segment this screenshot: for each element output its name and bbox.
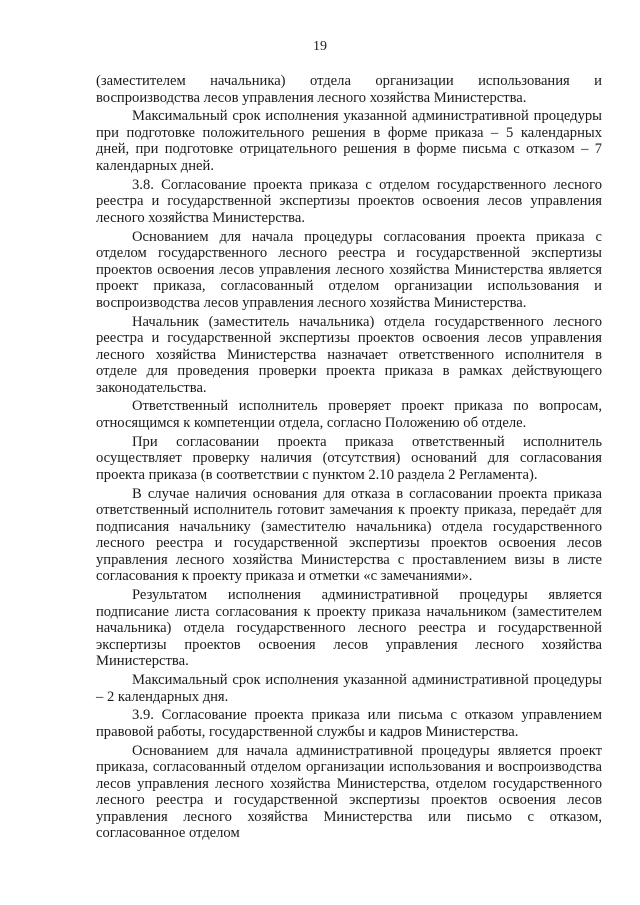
page-body: [96, 73, 602, 842]
paragraph-continuation: (заместителем начальника) отдела организации использования и воспроизводства лесов управления лесного хозяйства Министерства.: [96, 73, 602, 106]
paragraph-max-term-decision: Максимальный срок исполнения указанной административной процедуры при подготовке положительного решения в форме приказа – 5 календарных дней, при подготовке отрицательного решения в форме письма с отказом – 7 календарных дней.: [96, 108, 602, 174]
paragraph-executor-checks: Ответственный исполнитель проверяет проект приказа по вопросам, относящимся к компетенции отдела, согласно Положению об отделе.: [96, 398, 602, 431]
paragraph-refusal-remarks: В случае наличия основания для отказа в согласовании проекта приказа ответственный исполнитель готовит замечания к проекту приказа, передаёт для подписания начальнику (заместителю начальника) отдела государственного лесного реестра и государственной экспертизы проектов освоения лесов управления лесного хозяйства Министерства с проставлением визы в листе согласования к проекту приказа и отметки «с замечаниями».: [96, 485, 602, 585]
page-number: 19: [313, 39, 327, 54]
paragraph-basis-legal: Основанием для начала административной процедуры является проект приказа, согласованный отделом организации использования и воспроизводства лесов управления лесного хозяйства Министерства, отделом государственного лесного реестра и государственной экспертизы проектов освоения лесов управления лесного хозяйства Министерства или письмо с отказом, согласованное отделом: [96, 742, 602, 842]
section-heading-3-8: 3.8. Согласование проекта приказа с отделом государственного лесного реестра и государственной экспертизы проектов освоения лесов управления лесного хозяйства Министерства.: [96, 176, 602, 226]
paragraph-result: Результатом исполнения административной процедуры является подписание листа согласования к проекту приказа начальником (заместителем начальника) отдела государственного лесного реестра и государственной экспертизы проектов освоения лесов управления лесного хозяйства Министерства.: [96, 587, 602, 670]
section-heading-3-9: 3.9. Согласование проекта приказа или письма с отказом управлением правовой работы, государственной службы и кадров Министерства.: [96, 707, 602, 740]
paragraph-head-assigns: Начальник (заместитель начальника) отдела государственного лесного реестра и государственной экспертизы проектов освоения лесов управления лесного хозяйства Министерства назначает ответственного исполнителя в отделе для проведения проверки проекта приказа в рамках действующего законодательства.: [96, 313, 602, 396]
paragraph-max-term-2-days: Максимальный срок исполнения указанной административной процедуры – 2 календарных дня.: [96, 672, 602, 705]
paragraph-basis-approval: Основанием для начала процедуры согласования проекта приказа с отделом государственного лесного реестра и государственной экспертизы проектов освоения лесов управления лесного хозяйства Министерства является проект приказа, согласованный отделом организации использования и воспроизводства лесов управления лесного хозяйства Министерства.: [96, 228, 602, 311]
paragraph-grounds-check: При согласовании проекта приказа ответственный исполнитель осуществляет проверку наличия (отсутствия) оснований для согласования проекта приказа (в соответствии с пунктом 2.10 раздела 2 Регламента).: [96, 433, 602, 483]
